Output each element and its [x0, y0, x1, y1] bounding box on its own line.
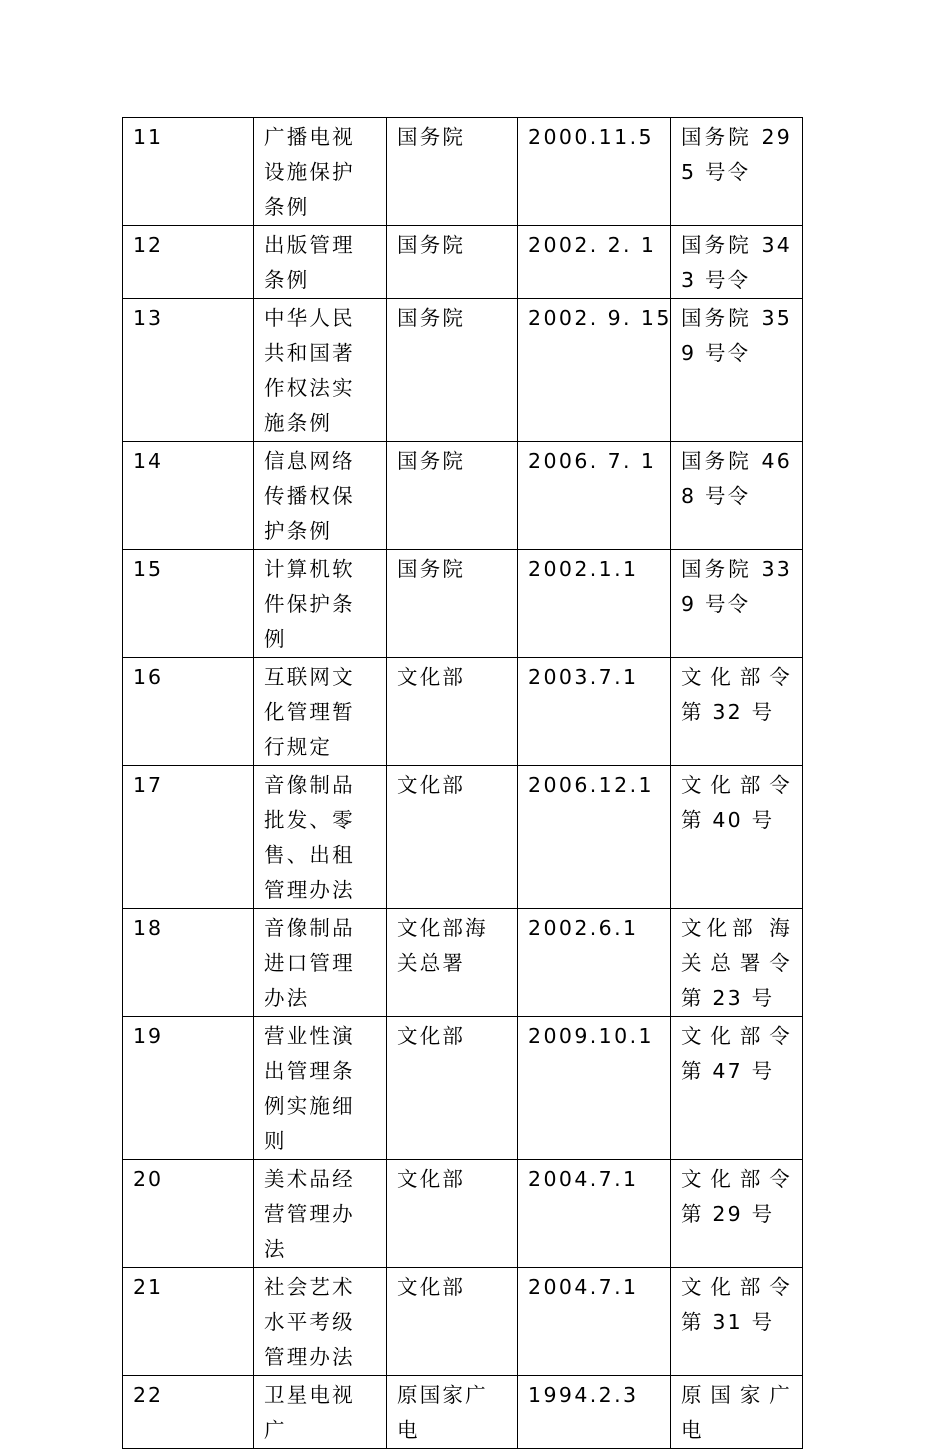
issuing-authority: 文化部: [387, 766, 518, 909]
row-number: 20: [123, 1160, 254, 1268]
regulation-name: 音像制品进口管理办法: [254, 909, 387, 1017]
row-number: 16: [123, 658, 254, 766]
regulation-name: 信息网络传播权保护条例: [254, 442, 387, 550]
regulation-name: 营业性演出管理条例实施细则: [254, 1017, 387, 1160]
issuing-authority: 原国家广电: [387, 1376, 518, 1449]
decree-number: 原国家广电: [671, 1376, 803, 1449]
table-row: [123, 299, 803, 442]
regulation-name: 广播电视设施保护条例: [254, 118, 387, 226]
decree-number: 文化部令第 32 号: [671, 658, 803, 766]
decree-number: 文化部 海关总署令第 23 号: [671, 909, 803, 1017]
decree-number: 国务院 295 号令: [671, 118, 803, 226]
table-row: [123, 442, 803, 550]
regulation-name: 出版管理条例: [254, 226, 387, 299]
issuing-authority: 文化部: [387, 1017, 518, 1160]
effective-date: 2000.11.5: [518, 118, 671, 226]
issuing-authority: 文化部: [387, 1268, 518, 1376]
issuing-authority: 国务院: [387, 118, 518, 226]
decree-number: 国务院 359 号令: [671, 299, 803, 442]
regulation-name: 美术品经营管理办法: [254, 1160, 387, 1268]
decree-number: 国务院 339 号令: [671, 550, 803, 658]
regulation-name: 音像制品批发、零售、出租管理办法: [254, 766, 387, 909]
issuing-authority: 国务院: [387, 442, 518, 550]
table-row: [123, 226, 803, 299]
table-row: [123, 1376, 803, 1449]
row-number: 18: [123, 909, 254, 1017]
table-row: [123, 658, 803, 766]
effective-date: 2002. 9. 15: [518, 299, 671, 442]
decree-number: 文化部令第 40 号: [671, 766, 803, 909]
effective-date: 2004.7.1: [518, 1160, 671, 1268]
decree-number: 国务院 343 号令: [671, 226, 803, 299]
decree-number: 国务院 468 号令: [671, 442, 803, 550]
regulation-name: 中华人民共和国著作权法实施条例: [254, 299, 387, 442]
regulation-name: 计算机软件保护条例: [254, 550, 387, 658]
issuing-authority: 文化部: [387, 658, 518, 766]
regulation-name: 社会艺术水平考级管理办法: [254, 1268, 387, 1376]
issuing-authority: 文化部: [387, 1160, 518, 1268]
table-row: [123, 118, 803, 226]
row-number: 22: [123, 1376, 254, 1449]
decree-number: 文化部令第 29 号: [671, 1160, 803, 1268]
row-number: 21: [123, 1268, 254, 1376]
effective-date: 2002. 2. 1: [518, 226, 671, 299]
table-row: [123, 550, 803, 658]
table-row: [123, 766, 803, 909]
table-row: [123, 909, 803, 1017]
effective-date: 2006. 7. 1: [518, 442, 671, 550]
decree-number: 文化部令第 47 号: [671, 1017, 803, 1160]
table-row: [123, 1160, 803, 1268]
regulation-name: 卫星电视广: [254, 1376, 387, 1449]
regulation-name: 互联网文化管理暂行规定: [254, 658, 387, 766]
issuing-authority: 文化部海关总署: [387, 909, 518, 1017]
table-row: [123, 1017, 803, 1160]
effective-date: 2009.10.1: [518, 1017, 671, 1160]
decree-number: 文化部令第 31 号: [671, 1268, 803, 1376]
row-number: 15: [123, 550, 254, 658]
issuing-authority: 国务院: [387, 226, 518, 299]
row-number: 11: [123, 118, 254, 226]
table-row: [123, 1268, 803, 1376]
row-number: 14: [123, 442, 254, 550]
row-number: 17: [123, 766, 254, 909]
issuing-authority: 国务院: [387, 299, 518, 442]
effective-date: 2002.1.1: [518, 550, 671, 658]
regulations-table: [122, 117, 803, 1449]
effective-date: 2004.7.1: [518, 1268, 671, 1376]
issuing-authority: 国务院: [387, 550, 518, 658]
effective-date: 2002.6.1: [518, 909, 671, 1017]
row-number: 12: [123, 226, 254, 299]
effective-date: 2003.7.1: [518, 658, 671, 766]
effective-date: 1994.2.3: [518, 1376, 671, 1449]
row-number: 13: [123, 299, 254, 442]
effective-date: 2006.12.1: [518, 766, 671, 909]
row-number: 19: [123, 1017, 254, 1160]
